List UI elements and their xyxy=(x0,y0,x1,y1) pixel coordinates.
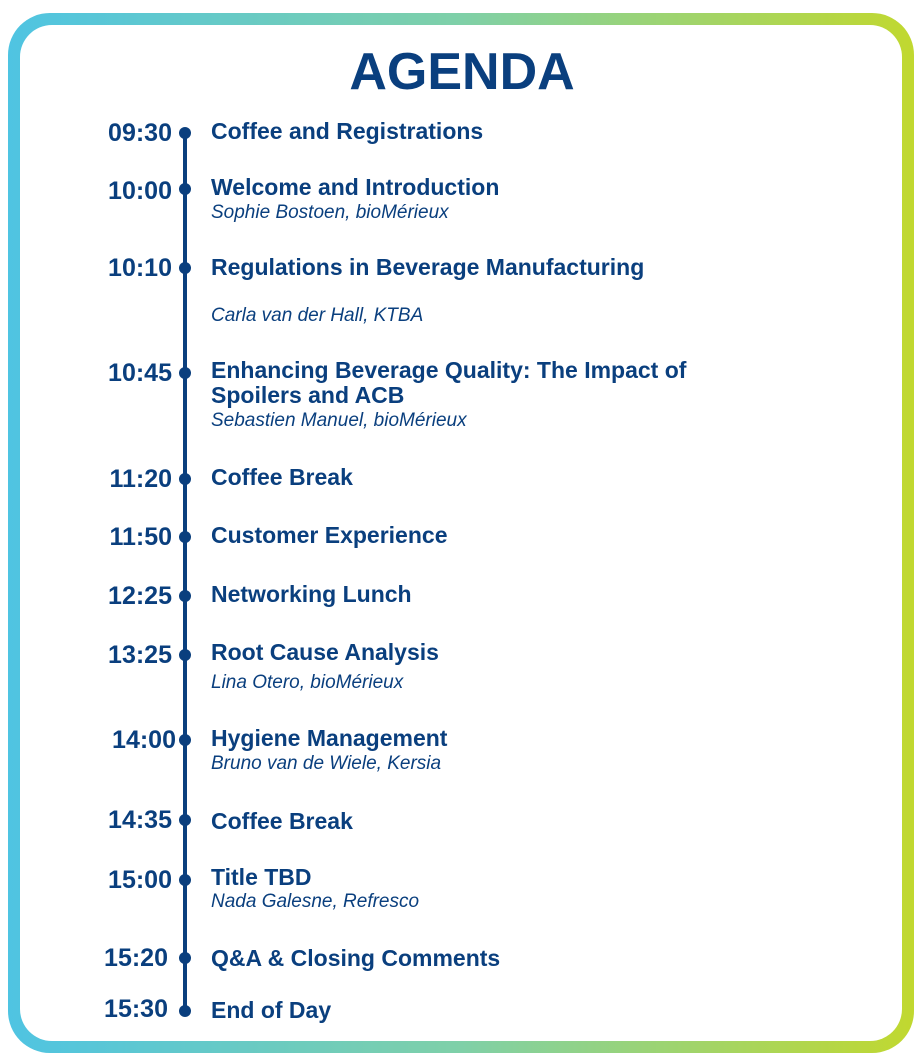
timeline-dot xyxy=(179,590,191,602)
agenda-session-title: Coffee Break xyxy=(211,808,353,834)
agenda-time: 11:50 xyxy=(109,523,172,551)
agenda-speaker: Sebastien Manuel, bioMérieux xyxy=(211,410,467,431)
agenda-speaker: Lina Otero, bioMérieux xyxy=(211,672,404,693)
agenda-speaker: Bruno van de Wiele, Kersia xyxy=(211,753,442,774)
agenda-time: 14:35 xyxy=(108,806,172,834)
agenda-time: 09:30 xyxy=(108,119,172,147)
timeline-dot xyxy=(179,874,191,886)
timeline-dot xyxy=(179,1005,191,1017)
agenda-session-title: Title TBD xyxy=(211,864,312,890)
timeline-dot xyxy=(179,367,191,379)
agenda-session-title: Networking Lunch xyxy=(211,581,412,607)
agenda-session-title: Welcome and Introduction xyxy=(211,174,500,200)
agenda-session-title: Root Cause Analysis xyxy=(211,639,439,665)
timeline-dot xyxy=(179,649,191,661)
agenda-time: 11:20 xyxy=(109,465,172,493)
agenda-time: 10:00 xyxy=(108,177,172,205)
timeline-dot xyxy=(179,814,191,826)
timeline-dot xyxy=(179,531,191,543)
agenda-session-title: Regulations in Beverage Manufacturing xyxy=(211,254,645,280)
agenda-session-title: Hygiene Management xyxy=(211,725,448,751)
agenda-time: 14:00 xyxy=(112,726,176,754)
agenda-session-title: Coffee Break xyxy=(211,464,353,490)
agenda-speaker: Carla van der Hall, KTBA xyxy=(211,305,424,326)
agenda-speaker: Nada Galesne, Refresco xyxy=(211,891,420,912)
timeline-dot xyxy=(179,262,191,274)
agenda-session-title: End of Day xyxy=(211,997,332,1023)
agenda-time: 10:45 xyxy=(108,359,172,387)
agenda-time: 15:00 xyxy=(108,866,172,894)
agenda-session-title: Q&A & Closing Comments xyxy=(211,945,501,971)
agenda-time: 15:30 xyxy=(104,995,168,1023)
timeline-dot xyxy=(179,183,191,195)
agenda-speaker: Sophie Bostoen, bioMérieux xyxy=(211,202,449,223)
agenda-session-title: Customer Experience xyxy=(211,522,448,548)
agenda-time: 12:25 xyxy=(108,582,172,610)
agenda-time: 15:20 xyxy=(104,944,168,972)
agenda-time: 10:10 xyxy=(108,254,172,282)
timeline-dot xyxy=(179,473,191,485)
agenda-title: AGENDA xyxy=(349,43,575,101)
agenda-time: 13:25 xyxy=(108,641,172,669)
agenda-session-title: Enhancing Beverage Quality: The Impact of Spoilers and ACB xyxy=(211,357,687,408)
timeline-dot xyxy=(179,952,191,964)
timeline-dot xyxy=(179,127,191,139)
timeline-dot xyxy=(179,734,191,746)
agenda-session-title: Coffee and Registrations xyxy=(211,118,484,144)
